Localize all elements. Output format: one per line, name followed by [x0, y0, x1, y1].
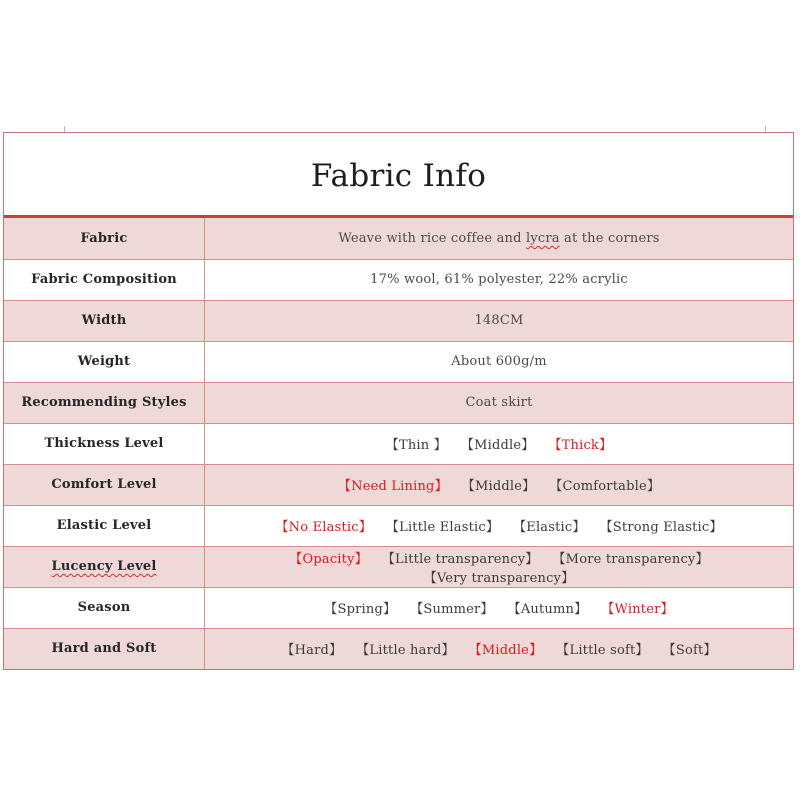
table-row-fabric	[4, 218, 793, 259]
title-cell	[4, 133, 793, 218]
table-row-fabric-composition	[4, 259, 793, 300]
option: 【Autumn】	[507, 602, 588, 617]
row-value	[205, 218, 794, 259]
row-value: Coat skirt	[205, 382, 794, 423]
row-label: Hard and Soft	[4, 628, 205, 669]
option-list	[205, 587, 794, 628]
row-label: Weight	[4, 341, 205, 382]
option: 【Hard】	[281, 643, 343, 659]
fabric-info-table	[3, 132, 794, 670]
option: 【Elastic】	[513, 520, 586, 535]
option-selected: 【Opacity】	[289, 551, 368, 567]
option: 【Comfortable】	[549, 479, 661, 494]
option-selected: 【No Elastic】	[275, 520, 372, 535]
row-label: Fabric	[4, 218, 205, 259]
page-title: Fabric Info	[310, 158, 487, 194]
table-row-hard-and-soft	[4, 628, 793, 669]
row-label: Comfort Level	[4, 464, 205, 505]
option: 【Spring】	[324, 602, 397, 617]
row-label: Recommending Styles	[4, 382, 205, 423]
table-row-elastic-level	[4, 505, 793, 546]
option: 【More transparency】	[552, 551, 709, 567]
option: 【Little Elastic】	[385, 520, 500, 535]
option: 【Strong Elastic】	[599, 520, 723, 535]
option-list	[205, 464, 794, 505]
table-row-width	[4, 300, 793, 341]
option: 【Thin 】	[385, 438, 447, 453]
option: 【Summer】	[410, 602, 494, 617]
option-selected: 【Middle】	[468, 643, 543, 659]
fabric-value-spellcheck-word: lycra	[525, 230, 560, 246]
table-row-season	[4, 587, 793, 628]
option-list	[205, 423, 794, 464]
table-row-recommending-styles	[4, 382, 793, 423]
row-value: 148CM	[205, 300, 794, 341]
fabric-value-text: Weave with rice coffee and	[338, 230, 526, 246]
fabric-spec-rows	[4, 218, 793, 669]
option: 【Very transparency】	[423, 570, 575, 586]
row-value: 17% wool, 61% polyester, 22% acrylic	[205, 259, 794, 300]
table-row-comfort-level	[4, 464, 793, 505]
row-label	[4, 546, 205, 587]
option-selected: 【Thick】	[548, 438, 613, 453]
option: 【Middle】	[461, 479, 536, 494]
row-label: Thickness Level	[4, 423, 205, 464]
option-list	[205, 505, 794, 546]
option: 【Little transparency】	[381, 551, 539, 567]
lucency-spellcheck-word: Lucency Level	[51, 559, 157, 574]
row-value: About 600g/m	[205, 341, 794, 382]
row-label: Width	[4, 300, 205, 341]
row-label: Fabric Composition	[4, 259, 205, 300]
row-label: Elastic Level	[4, 505, 205, 546]
option: 【Middle】	[460, 438, 535, 453]
table-row-lucency-level	[4, 546, 793, 587]
option-list	[205, 546, 794, 587]
option-selected: 【Winter】	[601, 602, 674, 617]
table-row-weight	[4, 341, 793, 382]
row-label: Season	[4, 587, 205, 628]
option: 【Little hard】	[356, 643, 455, 659]
option-selected: 【Need Lining】	[337, 479, 448, 494]
table-row-thickness-level	[4, 423, 793, 464]
option: 【Soft】	[662, 643, 717, 659]
option: 【Little soft】	[556, 643, 649, 659]
option-list	[205, 628, 794, 669]
fabric-value-text-end: at the corners	[559, 230, 660, 246]
